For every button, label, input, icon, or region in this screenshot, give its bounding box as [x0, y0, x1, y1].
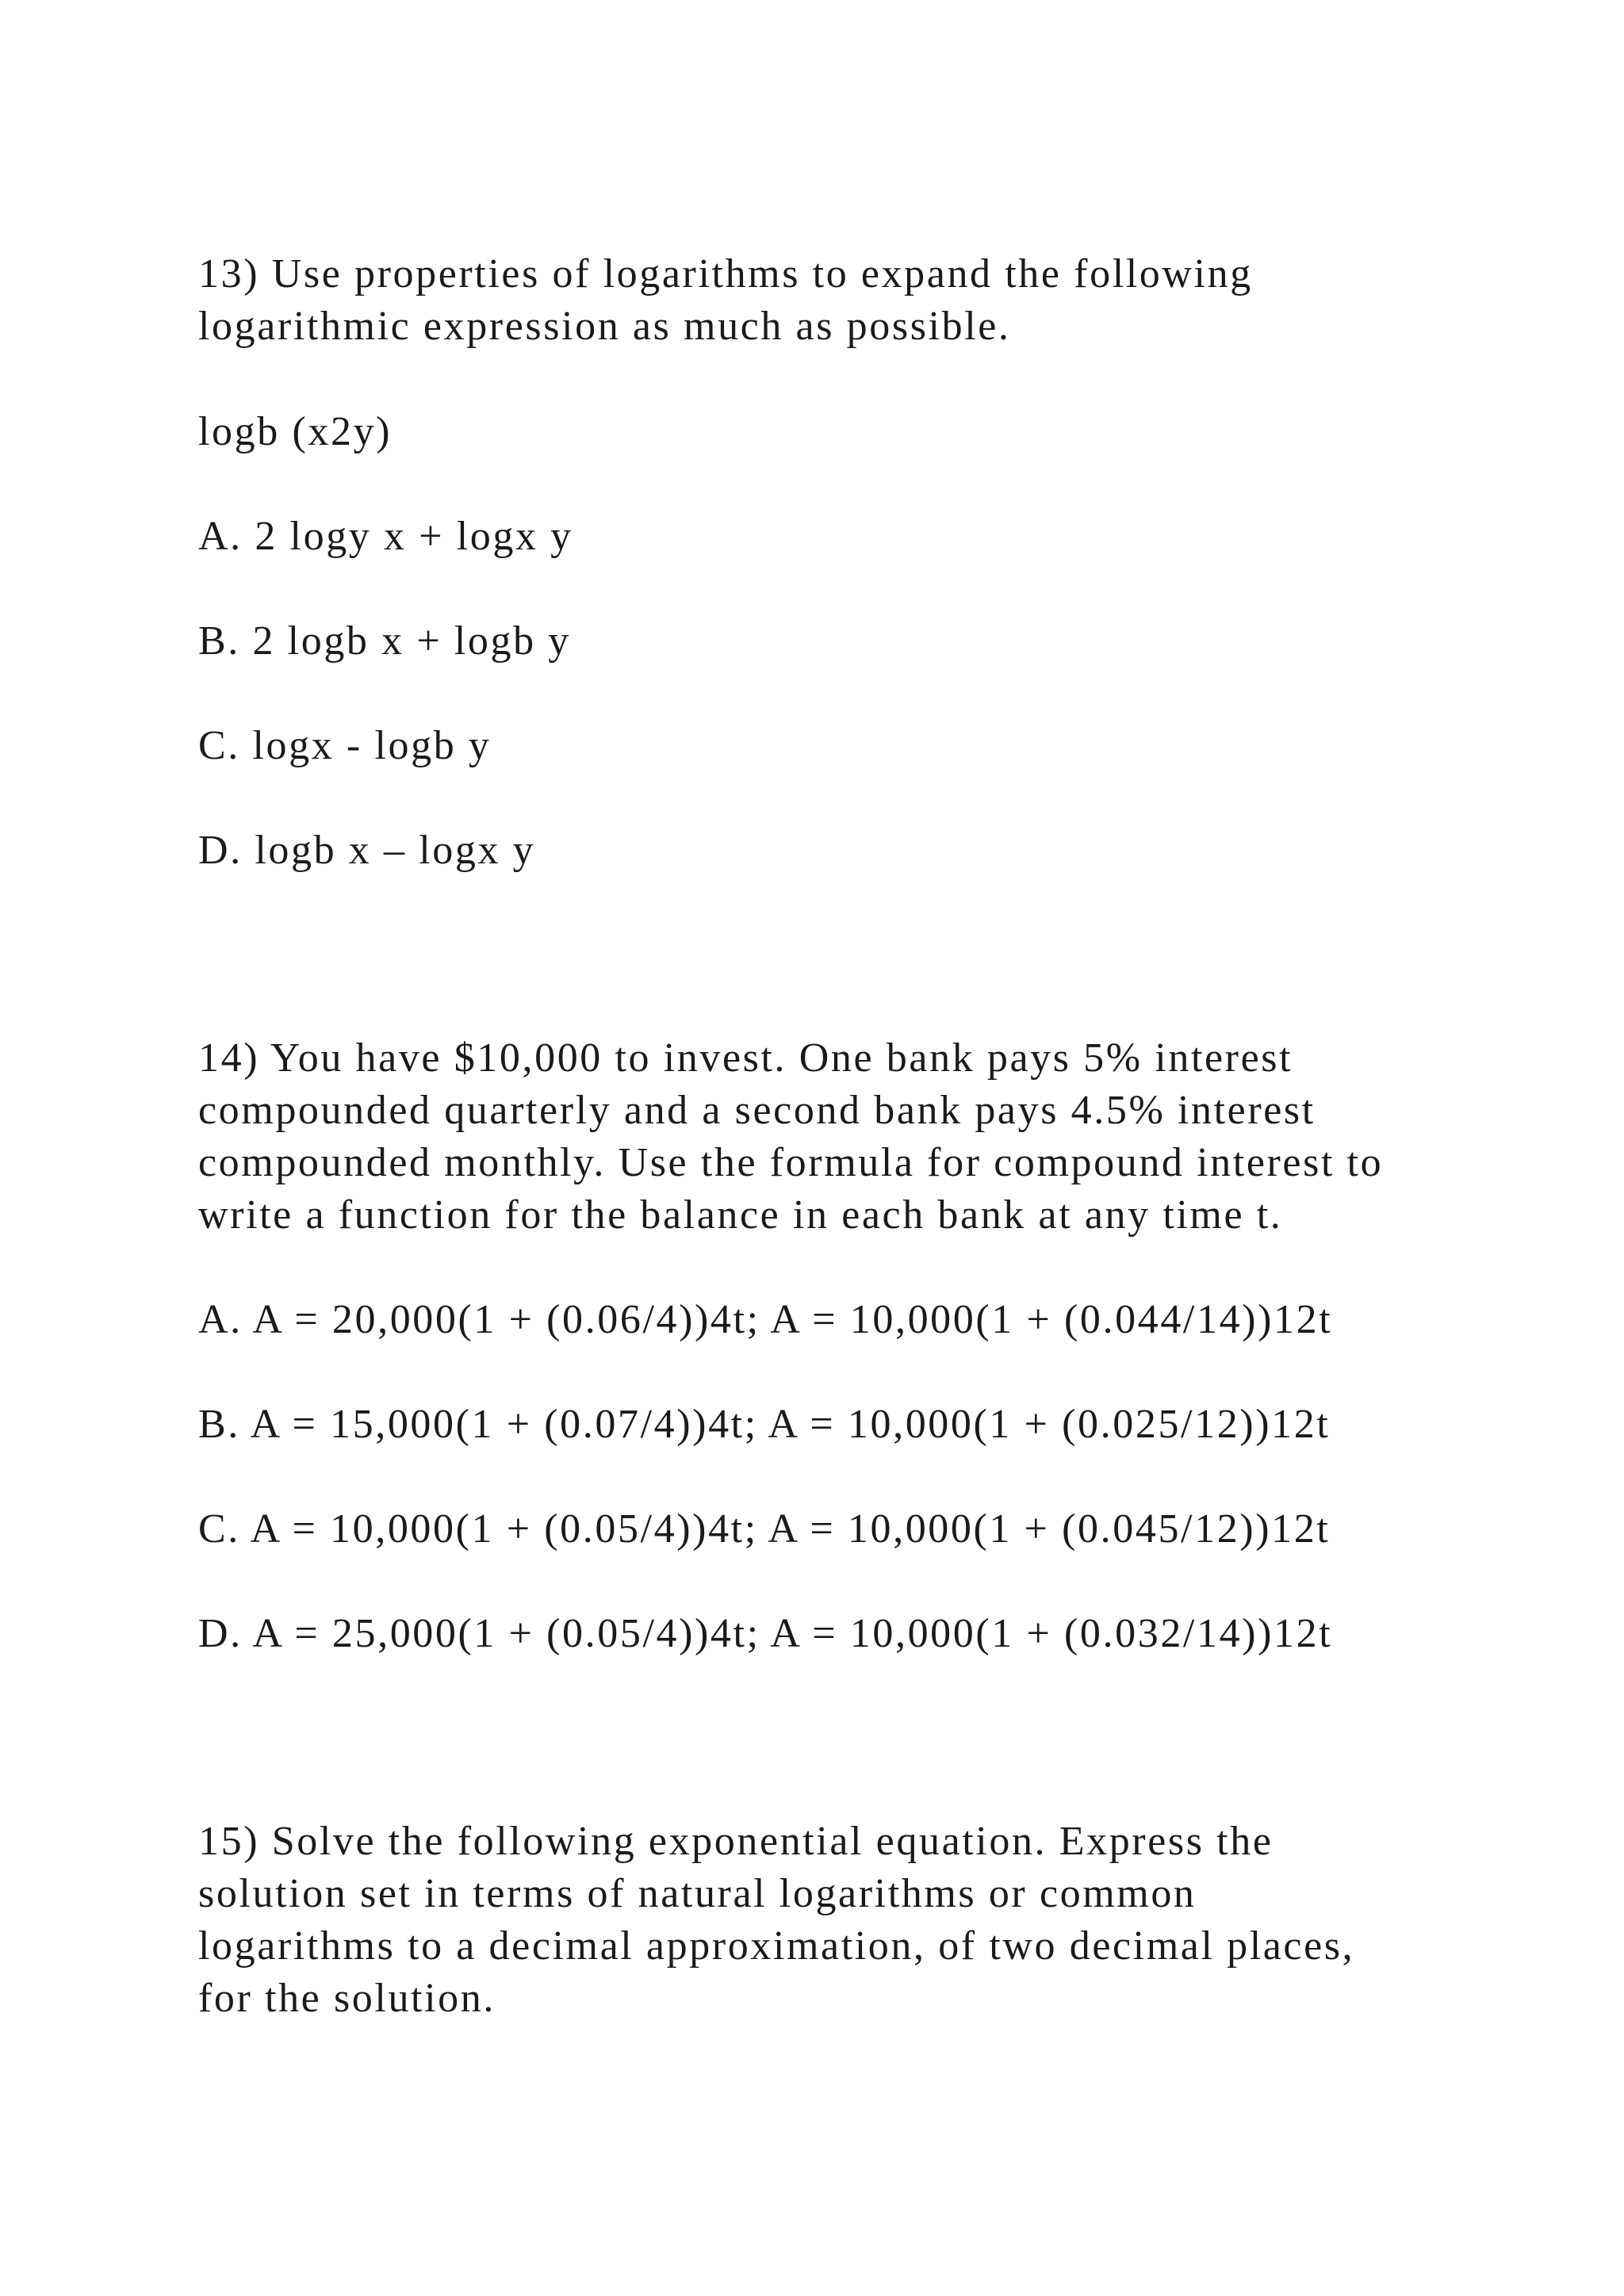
q13-option-d: D. logb x – logx y — [198, 828, 536, 873]
q15-prompt-line-1: 15) Solve the following exponential equation. Express the — [198, 1819, 1274, 1864]
q14-option-b: B. A = 15,000(1 + (0.07/4))4t; A = 10,000(1 + (0.025/12))12t — [198, 1402, 1331, 1447]
q14-prompt-line-3: compounded monthly. Use the formula for compound interest to — [198, 1140, 1384, 1185]
q13-option-c: C. logx - logb y — [198, 723, 492, 768]
q14-option-d: D. A = 25,000(1 + (0.05/4))4t; A = 10,000(1 + (0.032/14))12t — [198, 1611, 1333, 1656]
q14-option-c: C. A = 10,000(1 + (0.05/4))4t; A = 10,000(1 + (0.045/12))12t — [198, 1506, 1331, 1552]
q14-option-a: A. A = 20,000(1 + (0.06/4))4t; A = 10,000(1 + (0.044/14))12t — [198, 1297, 1333, 1342]
q14-prompt-line-4: write a function for the balance in each bank at any time t. — [198, 1192, 1283, 1238]
q13-option-b: B. 2 logb x + logb y — [198, 618, 571, 664]
q15-prompt-line-3: logarithms to a decimal approximation, of two decimal places, — [198, 1923, 1355, 1969]
q14-prompt-line-2: compounded quarterly and a second bank pays 4.5% interest — [198, 1088, 1316, 1133]
q15-prompt-line-2: solution set in terms of natural logarithms or common — [198, 1871, 1197, 1916]
q13-prompt-line-1: 13) Use properties of logarithms to expand the following — [198, 251, 1253, 297]
q15-prompt-line-4: for the solution. — [198, 1976, 496, 2021]
q13-option-a: A. 2 logy x + logx y — [198, 514, 573, 559]
q14-prompt-line-1: 14) You have $10,000 to invest. One bank pays 5% interest — [198, 1035, 1293, 1081]
q13-expression: logb (x2y) — [198, 409, 393, 454]
q13-prompt-line-2: logarithmic expression as much as possible. — [198, 304, 1011, 349]
